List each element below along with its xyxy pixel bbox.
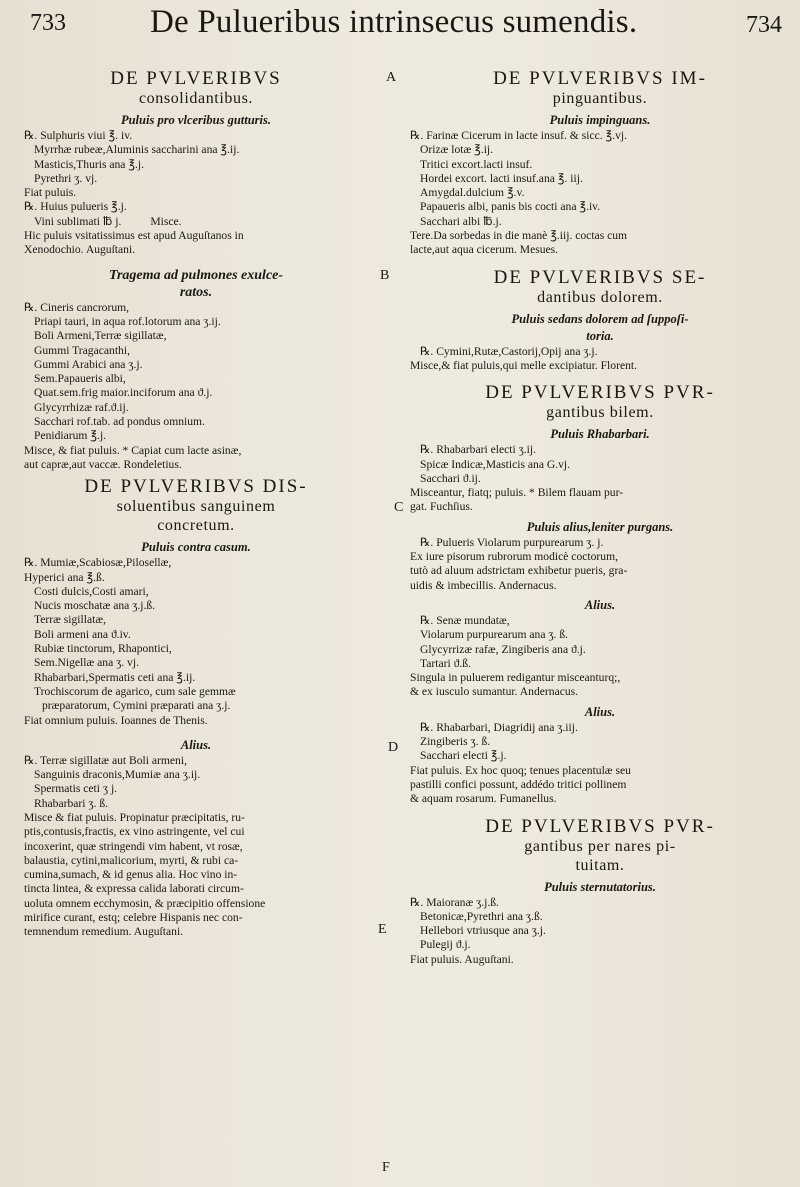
recipe-line: Misce,& fiat puluis,qui melle excipiatur. Florent. xyxy=(410,358,638,372)
recipe-text: Ex iure pisorum rubrorum modicè coctorum, xyxy=(410,550,618,564)
section-subheading: pinguantibus. xyxy=(552,90,648,107)
margin-letter-a: A xyxy=(386,70,397,85)
recipe-line: Zingiberis ʒ. ß. xyxy=(420,735,491,749)
recipe-line: Hordei excort. lacti insuf.ana ℥. iij. xyxy=(420,171,583,185)
recipe-line: ℞. Mumiæ,Scabiosæ,Pilosellæ, xyxy=(24,556,172,570)
section-subheading: gantibus per nares pi- xyxy=(524,837,676,855)
section-heading: DE PVLVERIBVS PVR- xyxy=(485,382,715,404)
recipe-line: ℞. Maioranæ ʒ.j.ß. xyxy=(410,895,499,909)
recipe-line: Terræ sigillatæ, xyxy=(34,613,106,627)
section-subheading: consolidantibus. xyxy=(138,90,254,107)
recipe-title: Puluis sedans dolorem ad ſuppoſi- xyxy=(511,311,689,326)
recipe-line: aut capræ,aut vaccæ. Rondeletius. xyxy=(24,457,182,471)
recipe-line: ℞. Cineris cancrorum, xyxy=(24,300,130,314)
recipe-title: Puluis impinguans. xyxy=(549,113,651,127)
recipe-line: Glycyrrizæ rafæ, Zingiberis ana ϑ.j. xyxy=(420,642,586,656)
recipe-line: Fiat omnium puluis. Ioannes de Thenis. xyxy=(24,713,208,727)
recipe-line: Penidiarum ℥.j. xyxy=(34,429,107,443)
running-head xyxy=(0,4,800,44)
recipe-line: ℞. Huius pulueris ℥.j. xyxy=(24,200,127,214)
section-heading: DE PVLVERIBVS xyxy=(110,68,282,89)
recipe-title: Puluis contra casum. xyxy=(141,540,251,555)
recipe-line: Fiat puluis. Auguſtani. xyxy=(410,952,514,966)
recipe-text: tincta lintea, & expressa calida laborati circum- xyxy=(24,882,244,896)
recipe-line: Quat.sem.frig maior.inciforum ana ϑ.j. xyxy=(34,386,213,400)
recipe-line: Hic puluis vsitatissimus est apud Auguſtanos in xyxy=(24,229,244,243)
recipe-line: Glycyrrhizæ raf.ϑ.ij. xyxy=(34,400,129,414)
recipe-line: Tritici excort.lacti insuf. xyxy=(420,157,533,171)
recipe-line: ℞. Pulueris Violarum purpurearum ʒ. j. xyxy=(420,535,604,549)
recipe-line: gat. Fuchſius. xyxy=(410,500,473,514)
recipe-line: Orizæ lotæ ℥.ij. xyxy=(420,143,494,157)
recipe-text: pastilli confici possunt, addédo tritici pollinem xyxy=(410,777,627,791)
recipe-line: ℞. Terræ sigillatæ aut Boli armeni, xyxy=(24,753,187,767)
recipe-line: Sacchari albi ℔.j. xyxy=(420,214,502,228)
recipe-title: Puluis pro vlceribus gutturis. xyxy=(120,113,272,127)
section-subheading: dantibus dolorem. xyxy=(537,288,663,306)
section-subheading: tuitam. xyxy=(575,856,625,874)
recipe-line: Sanguinis draconis,Mumiæ ana ʒ.ij. xyxy=(34,768,201,782)
recipe-line: Hyperici ana ℥.ß. xyxy=(24,570,105,584)
recipe-line: Sem.Papaueris albi, xyxy=(34,372,126,386)
right-column xyxy=(410,68,790,967)
recipe-line: Rhabarbari ʒ. ß. xyxy=(34,796,109,810)
recipe-line: Hellebori vtriusque ana ʒ.j. xyxy=(420,924,546,938)
recipe-title: Puluis Rhabarbari. xyxy=(550,427,650,442)
recipe-line: Nucis moschatæ ana ʒ.j.ß. xyxy=(34,599,156,613)
recipe-title: Alius. xyxy=(180,737,212,752)
recipe-line: Masticis,Thuris ana ℥.j. xyxy=(34,157,145,171)
recipe-title: ratos. xyxy=(179,284,213,300)
recipe-line: Sacchari electi ℥.j. xyxy=(420,749,507,763)
recipe-line: Gummi Tragacanthi, xyxy=(34,343,130,357)
recipe-line: Fiat puluis. xyxy=(24,186,77,200)
recipe-line: præparatorum, Cymini præparati ana ʒ.j. xyxy=(42,699,231,713)
recipe-line: Misce, & fiat puluis. * Capiat cum lacte asinæ, xyxy=(24,443,242,457)
recipe-line: Boli armeni ana ϑ.iv. xyxy=(34,627,131,641)
recipe-text: mirifice curant, estq; celebre Hispanis nec con- xyxy=(24,911,243,925)
recipe-line: Pulegij ϑ.j. xyxy=(420,938,471,952)
section-heading: DE PVLVERIBVS PVR- xyxy=(485,815,715,837)
recipe-line: Costi dulcis,Costi amari, xyxy=(34,584,149,598)
recipe-line: ℞. Rhabarbari, Diagridij ana ʒ.iij. xyxy=(420,720,578,734)
recipe-line: ℞. Cymini,Rutæ,Castorij,Opij ana ʒ.j. xyxy=(420,344,598,358)
recipe-line: Vini sublimati ℔ j. Misce. xyxy=(34,214,182,228)
recipe-line: Rubiæ tinctorum, Rhapontici, xyxy=(34,642,172,656)
margin-letter-d: D xyxy=(388,740,399,755)
recipe-title: Puluis alius,leniter purgans. xyxy=(526,519,674,534)
section-subheading: concretum. xyxy=(157,517,235,535)
recipe-line: Amygdal.dulcium ℥.v. xyxy=(420,186,525,200)
recipe-line: Sem.Nigellæ ana ʒ. vj. xyxy=(34,656,139,670)
section-heading: DE PVLVERIBVS DIS- xyxy=(84,476,308,498)
recipe-line: Rhabarbari,Spermatis ceti ana ℥.ij. xyxy=(34,670,196,684)
recipe-text: & ex iusculo sumantur. Andernacus. xyxy=(410,685,579,699)
recipe-line: Violarum purpurearum ana ʒ. ß. xyxy=(420,628,569,642)
recipe-text: & aquam rosarum. Fumanellus. xyxy=(410,792,557,806)
recipe-line: ℞. Sulphuris viui ℥. iv. xyxy=(24,129,133,142)
section-heading: DE PVLVERIBVS IM- xyxy=(493,68,707,89)
recipe-line: Trochiscorum de agarico, cum sale gemmæ xyxy=(34,684,236,698)
recipe-line: Papaueris albi, panis bis cocti ana ℥.iv. xyxy=(420,200,601,214)
section-heading: DE PVLVERIBVS SE- xyxy=(493,266,707,288)
recipe-title: Alius. xyxy=(584,597,616,612)
recipe-line: Sacchari ϑ.ij. xyxy=(420,471,481,485)
margin-letter-c: C xyxy=(394,500,404,515)
recipe-title: toria. xyxy=(586,328,614,343)
recipe-title: Puluis sternutatorius. xyxy=(544,879,656,894)
recipe-text: balaustia, cytini,malicorium, myrti, & rubi ca- xyxy=(24,853,239,867)
recipe-line: Priapi tauri, in aqua rof.lotorum ana ʒ.ij. xyxy=(34,314,221,328)
recipe-line: Tartari ϑ.ß. xyxy=(420,656,471,670)
recipe-text: Singula in puluerem redigantur misceanturq;, xyxy=(410,671,621,685)
recipe-text: tutò ad aluum adstrictam exhibetur pueris, gra- xyxy=(410,564,628,578)
recipe-text: lacte,aut aqua cicerum. Mesues. xyxy=(410,243,559,257)
margin-letter-e: E xyxy=(378,922,387,937)
recipe-text: ptis,contusis,fractis, ex vino astringente, vel cui xyxy=(24,825,245,839)
recipe-line: Misceantur, fiatq; puluis. * Bilem flauam pur- xyxy=(410,486,624,500)
recipe-text: incoxerint, quæ stringendi vim habent, vt rosæ, xyxy=(24,839,243,853)
recipe-line: ℞. Rhabarbari electi ʒ.ij. xyxy=(420,443,536,457)
recipe-line: Myrrhæ rubeæ,Aluminis saccharini ana ℥.ij. xyxy=(34,143,240,157)
recipe-line: Spicæ Indicæ,Masticis ana G.vj. xyxy=(420,457,571,471)
page-title: De Pulueribus intrinsecus sumendis. xyxy=(150,4,638,40)
recipe-line: Gummi Arabici ana ʒ.j. xyxy=(34,357,143,371)
recipe-text: cumina,sumach, & id genus alia. Hoc vino in- xyxy=(24,868,238,882)
recipe-text: Tere.Da sorbedas in die manè ℥.iij. coctas cum xyxy=(410,229,628,243)
recipe-line: Boli Armeni,Terræ sigillatæ, xyxy=(34,329,167,343)
page-number-right: 734 xyxy=(746,12,782,38)
recipe-line: Pyrethri ʒ. vj. xyxy=(34,171,98,185)
section-subheading: gantibus bilem. xyxy=(546,404,654,422)
recipe-line: Xenodochio. Auguſtani. xyxy=(24,243,136,257)
margin-letter-f: F xyxy=(382,1160,390,1175)
recipe-line: ℞. Farinæ Cicerum in lacte insuf. & sicc. ℥.vj. xyxy=(410,129,628,142)
left-column xyxy=(24,68,368,940)
recipe-line: Betonicæ,Pyrethri ana ʒ.ß. xyxy=(420,909,543,923)
recipe-line: Sacchari rof.tab. ad pondus omnium. xyxy=(34,415,205,429)
recipe-line: Spermatis ceti ʒ j. xyxy=(34,782,118,796)
recipe-title: Tragema ad pulmones exulce- xyxy=(108,267,284,283)
recipe-text: Fiat puluis. Ex hoc quoq; tenues placentulæ seu xyxy=(410,763,631,777)
recipe-text: Misce & fiat puluis. Propinatur præcipitatis, ru- xyxy=(24,810,245,824)
page-number-left: 733 xyxy=(30,10,66,36)
section-subheading: soluentibus sanguinem xyxy=(116,498,276,516)
recipe-text: uoluta omnem ecchymosin, & præcipitio offensione xyxy=(24,896,266,910)
recipe-line: ℞. Senæ mundatæ, xyxy=(420,613,510,627)
recipe-text: temnendum remedium. Auguſtani. xyxy=(24,925,184,939)
recipe-text: uidis & imbecillis. Andernacus. xyxy=(410,578,557,592)
margin-letter-b: B xyxy=(380,268,390,283)
recipe-title: Alius. xyxy=(584,704,616,719)
